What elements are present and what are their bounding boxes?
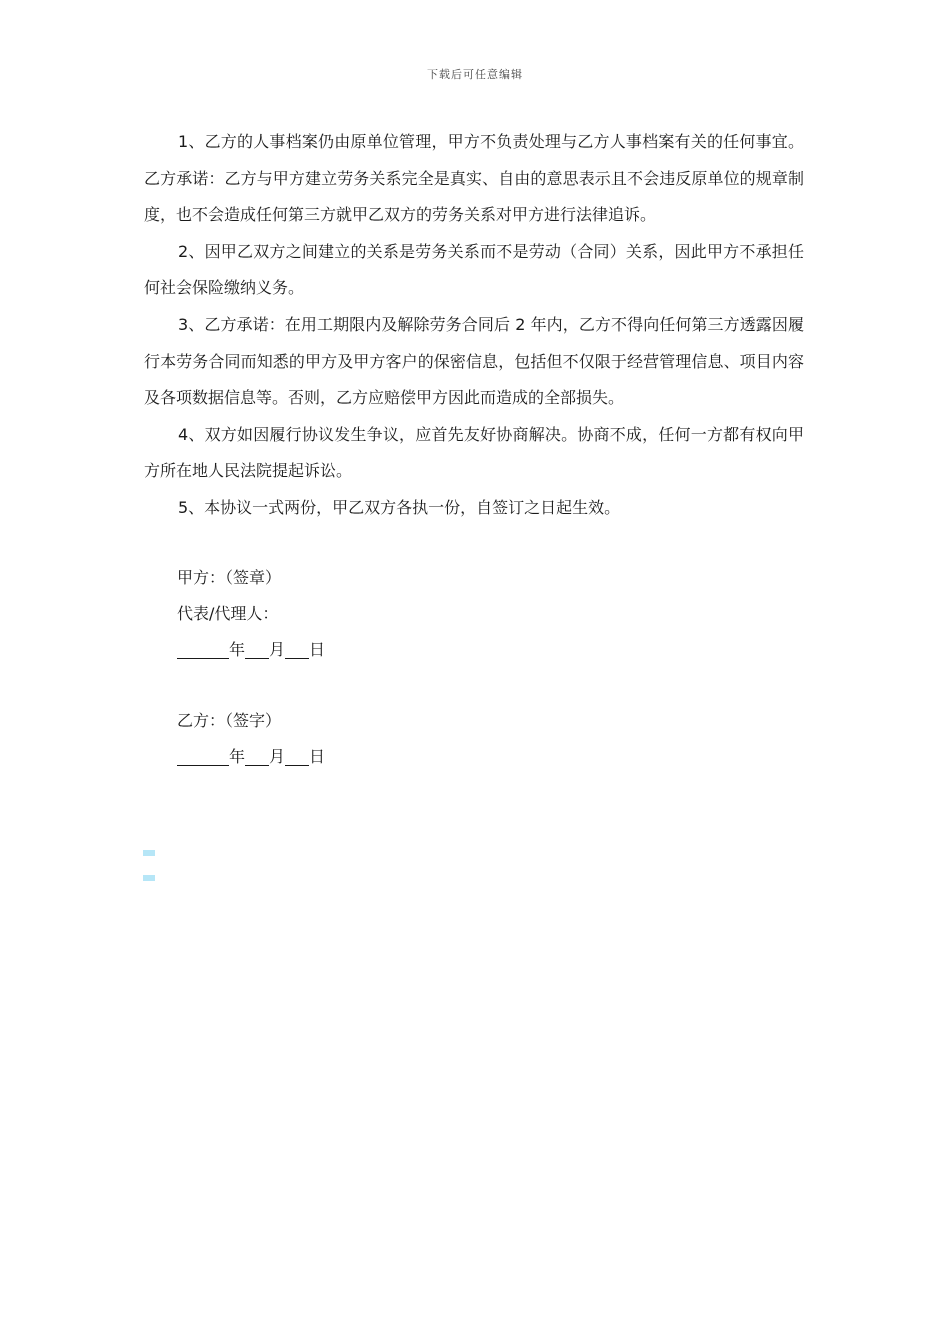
year-label: 年 — [229, 747, 246, 766]
month-blank — [245, 640, 269, 659]
clause-3: 3、乙方承诺：在用工期限内及解除劳务合同后 2 年内，乙方不得向任何第三方透露因履行本劳务合同而知悉的甲方及甲方客户的保密信息，包括但不仅限于经营管理信息、项目内容及各项数据信息等。否则，乙方应赔偿甲方因此而造成的全部损失。 — [144, 314, 804, 408]
clause-5: 5、本协议一式两份，甲乙双方各执一份，自签订之日起生效。 — [178, 497, 621, 517]
month-blank — [245, 747, 269, 766]
month-label: 月 — [269, 640, 286, 659]
year-label: 年 — [229, 640, 246, 659]
month-label: 月 — [269, 747, 286, 766]
party-b-label: 乙方：（签字） — [177, 711, 282, 730]
day-blank — [285, 640, 309, 659]
day-label: 日 — [309, 747, 326, 766]
clause-1: 1、乙方的人事档案仍由原单位管理，甲方不负责处理与乙方人事档案有关的任何事宜。乙方承诺：乙方与甲方建立劳务关系完全是真实、自由的意思表示且不会违反原单位的规章制度，也不会造成任何第三方就甲乙双方的劳务关系对甲方进行法律追诉。 — [144, 132, 804, 225]
empty-paragraph-marker — [143, 850, 155, 856]
clause-2: 2、因甲乙双方之间建立的关系是劳务关系而不是劳动（合同）关系，因此甲方不承担任何社会保险缴纳义务。 — [144, 241, 804, 298]
empty-paragraph-marker — [143, 875, 155, 881]
year-blank — [177, 747, 229, 766]
header-note: 下载后可任意编辑 — [427, 68, 523, 81]
party-a-signature-block — [177, 560, 325, 668]
party-b-signature-block — [177, 703, 325, 775]
party-a-label: 甲方：（签章） — [177, 568, 282, 587]
year-blank — [177, 640, 229, 659]
agreement-body — [144, 124, 804, 527]
day-blank — [285, 747, 309, 766]
party-b-date-line — [177, 739, 325, 775]
party-a-agent-label: 代表/代理人： — [177, 604, 279, 623]
party-a-date-line — [177, 632, 325, 668]
day-label: 日 — [309, 640, 326, 659]
clause-4: 4、双方如因履行协议发生争议，应首先友好协商解决。协商不成，任何一方都有权向甲方所在地人民法院提起诉讼。 — [144, 424, 804, 481]
